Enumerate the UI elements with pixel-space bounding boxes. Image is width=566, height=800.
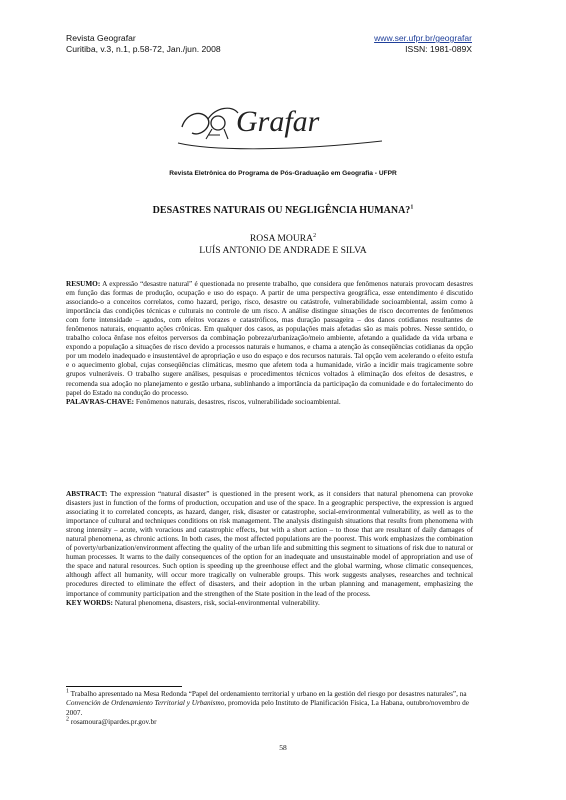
resumo-label: RESUMO:	[66, 280, 101, 288]
journal-subtitle: Revista Eletrônica do Programa de Pós-Graduação em Geografia - UFPR	[169, 170, 397, 177]
footnotes	[66, 690, 473, 728]
abstract-label: ABSTRACT:	[66, 490, 108, 498]
author-name: LUÍS ANTONIO DE ANDRADE E SILVA	[199, 245, 367, 256]
title-footnote-ref: 1	[410, 204, 414, 211]
article-title-text: DESASTRES NATURAIS OU NEGLIGÊNCIA HUMANA?	[152, 205, 411, 216]
journal-url-link[interactable]: www.ser.ufpr.br/geografar	[374, 33, 472, 43]
footnote	[66, 718, 473, 727]
key-words-text: Natural phenomena, disasters, risk, social-environmental vulnerability.	[112, 598, 320, 607]
journal-header-left	[66, 33, 221, 55]
footnote-number: 1	[66, 688, 69, 695]
author	[0, 233, 566, 245]
footnote-italic: Convención de Ordenamiento Territorial y Urbanismo	[66, 699, 225, 708]
author-footnote-ref: 2	[313, 232, 317, 239]
footnote-number: 2	[66, 716, 69, 723]
footnote-text-end: , promovida pelo Instituto de Planificación Física, La Habana, outubro/novembro de 2007.	[66, 699, 469, 717]
journal-header-right	[374, 33, 472, 55]
abstract-text: The expression “natural disaster” is questioned in the present work, as it considers that natural phenomena can provoke disasters just in function of the forms of production, occupation and use of the space. In a geographic perspective, the expression is argued associating it to correlated concepts, as hazard, danger, risk, disaster or catastrophe, social-environmental vulnerability, as well as to the importance of cultural and techniques conditions on risk management. The analysis distinguish situations that results from phenomena with strong intensity – acute, with voracious and catastrophic effects, but with a short action – to those that are resultant of daily damages of natural phenomena, as chronic actions. In both cases, the most affected populations are the poorest. This work emphasizes the combination of poverty/urbanization/environment affecting the quality of the urban life and submitting this segment to situations of risk due to natural or human processes. It warns to the daily consequences of the option for an inadequate and unsustainable model of appropriation and use of the space and natural resources. Such option is speeding up the greenhouse effect and the global warming, whose climatic consequences, although affect all humanity, will occur more tragically on vulnerable groups. This work suggests analyses, researches and technical procedures directed to eliminate the effect of disasters, and their adoption in the urban planning and management, emphasizing the importance of community participation and the strengthen of the State position in the lead of the process.	[66, 490, 473, 598]
author-list	[0, 233, 566, 257]
abstract-paragraph	[66, 490, 473, 599]
logo-wordmark: Grafar	[236, 105, 320, 138]
geografar-logo	[172, 93, 412, 155]
palavras-chave-text: Fenômenos naturais, desastres, riscos, vulnerabilidade socioambiental.	[134, 397, 341, 406]
resumo-paragraph	[66, 280, 473, 398]
journal-citation: Curitiba, v.3, n.1, p.58-72, Jan./jun. 2008	[66, 44, 221, 54]
resumo-section	[66, 280, 473, 407]
article-title	[0, 205, 566, 216]
footnote	[66, 690, 473, 718]
abstract-section	[66, 490, 473, 608]
palavras-chave	[66, 398, 473, 407]
journal-name: Revista Geografar	[66, 33, 136, 43]
key-words	[66, 599, 473, 608]
footnote-text: Trabalho apresentado na Mesa Redonda “Papel del ordenamiento territorial y urbano en la gestión del riesgo por desastres naturales”, na	[69, 690, 467, 698]
resumo-text: A expressão “desastre natural” é questionada no presente trabalho, que considera que fenômenos naturais provocam desastres em função das formas de produção, ocupação e uso do espaço. A partir de uma perspectiva geográfica, esse entendimento é discutido associando-o a conceitos correlatos, como hazard, perigo, risco, desastre ou catástrofe, vulnerabilidade socioambiental, assim como à importância das condições técnicas e culturais no controle de um risco. A análise distingue situações de risco decorrentes de fenômenos com forte intensidade – agudos, com efeitos vorazes e catastróficos, mas duração passageira – dos danos cotidianos resultantes de fenômenos naturais, enquanto ações crônicas. Em qualquer dos casos, as populações mais afetadas são as mais pobres. Nesse sentido, o trabalho coloca ênfase nos efeitos perversos da combinação pobreza/urbanização/meio ambiente, afetando a qualidade da vida urbana e expondo a população a situações de risco devido a processos naturais e humanos, e chama a atenção às conseqüências cotidianas da opção por um modelo inadequado e insustentável de apropriação e uso do espaço e dos recursos naturais. Tal opção vem acelerando o efeito estufa e o aquecimento global, cujas conseqüências climáticas, mesmo que afetem toda a humanidade, virão a incidir mais tragicamente sobre grupos vulneráveis. O trabalho sugere análises, pesquisas e procedimentos técnicos voltados à eliminação dos efeitos de desastres, e recomenda sua adoção no planejamento e gestão urbana, sublinhando a importância da participação da comunidade e do fortalecimento do papel do Estado na condução do processo.	[66, 280, 473, 397]
page-number: 58	[279, 743, 287, 752]
footnote-divider	[66, 686, 182, 687]
journal-issn: ISSN: 1981-089X	[405, 44, 472, 54]
palavras-chave-label: PALAVRAS-CHAVE:	[66, 397, 135, 406]
footnote-email: rosamoura@ipardes.pr.gov.br	[69, 718, 157, 727]
author-name: ROSA MOURA	[249, 233, 314, 244]
key-words-label: KEY WORDS:	[66, 598, 113, 607]
author	[0, 245, 566, 257]
